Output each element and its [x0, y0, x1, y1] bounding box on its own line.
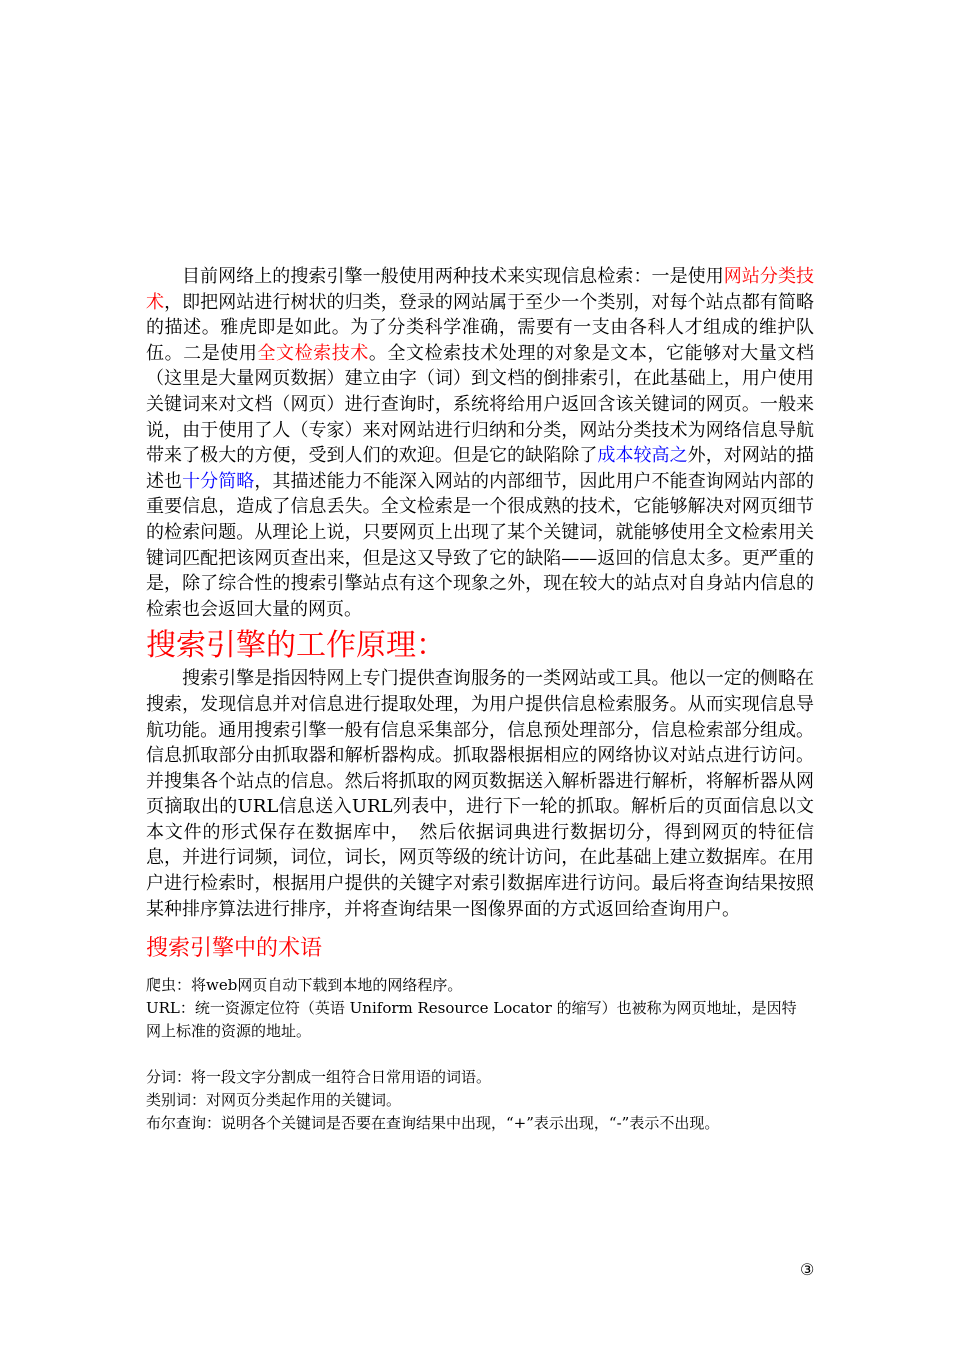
- intro-text-d: 外，对网站的描述也: [146, 445, 815, 492]
- intro-text-c: 。全文检索技术处理的对象是文本，它能够对大量文档（这里是大量网页数据）建立由字（词）到文档的倒排索引，在此基础上，用户使用关键词来对文档（网页）进行查询时，系统将给用户返回含该关键词的网页。一般来说，由于使用了人（专家）来对网站进行归纳和分类，网站分类技术为网络信息导航带来了极大的方便，受到人们的欢迎。但是它的缺陷除了: [146, 342, 815, 467]
- term-line: 爬虫：将web网页自动下载到本地的网络程序。: [146, 976, 463, 995]
- term-website-classification: 网站分类技术: [146, 266, 815, 313]
- page-number: ③: [800, 1260, 815, 1279]
- term-line: 分词：将一段文字分割成一组符合日常用语的词语。: [146, 1068, 492, 1087]
- term-fulltext-search: 全文检索技术: [257, 342, 369, 364]
- intro-text-b: ，即把网站进行树状的归类，登录的网站属于至少一个类别，对每个站点都有简略的描述。雅虎即是如此。为了分类科学准确，需要有一支由各科人才组成的维护队伍。二是使用: [146, 291, 815, 364]
- principle-paragraph: 搜索引擎是指因特网上专门提供查询服务的一类网站或工具。他以一定的侧略在搜索，发现信息并对信息进行提取处理，为用户提供信息检索服务。从而实现信息导航功能。通用搜索引擎一般有信息采集部分，信息预处理部分，信息检索部分组成。信息抓取部分由抓取器和解析器构成。抓取器根据相应的网络协议对站点进行访问。并搜集各个站点的信息。然后将抓取的网页数据送入解析器进行解析，将解析器从网页摘取出的URL信息送入URL列表中，进行下一轮的抓取。解析后的页面信息以文本文件的形式保存在数据库中， 然后依据词典进行数据切分，得到网页的特征信息，并进行词频，词位，词长，网页等级的统计访问，在此基础上建立数据库。在用户进行检索时，根据用户提供的关键字对索引数据库进行访问。最后将查询结果按照某种排序算法进行排序，并将查询结果一图像界面的方式返回给查询用户。: [146, 668, 814, 920]
- section-heading-terms: 搜索引擎中的术语: [146, 936, 323, 962]
- intro-text-a: 目前网络上的搜索引擎一般使用两种技术来实现信息检索：一是使用: [182, 266, 724, 287]
- document-page: [146, 264, 814, 1135]
- term-high-cost: 成本较高之: [597, 445, 688, 467]
- intro-paragraph: [146, 264, 814, 622]
- section-heading-principle: 搜索引擎的工作原理：: [146, 628, 446, 664]
- term-line: 网上标准的资源的地址。: [146, 1022, 312, 1041]
- term-line: 类别词：对网页分类起作用的关键词。: [146, 1091, 402, 1110]
- term-line: 布尔查询：说明各个关键词是否要在查询结果中出现，“+”表示出现，“-”表示不出现。: [146, 1114, 720, 1133]
- intro-text-e: ，其描述能力不能深入网站的内部细节，因此用户不能查询网站内部的重要信息，造成了信息丢失。全文检索是一个很成熟的技术，它能够解决对网页细节的检索问题。从理论上说，只要网页上出现了某个关键词，就能够使用全文检索用关键词匹配把该网页查出来，但是这又导致了它的缺陷——返回的信息太多。更严重的是，除了综合性的搜索引擎站点有这个现象之外，现在较大的站点对自身站内信息的检索也会返回大量的网页。: [146, 470, 815, 620]
- term-line: URL：统一资源定位符（英语 Uniform Resource Locator 的缩写）也被称为网页地址，是因特: [146, 999, 797, 1018]
- term-very-brief: 十分简略: [182, 470, 255, 492]
